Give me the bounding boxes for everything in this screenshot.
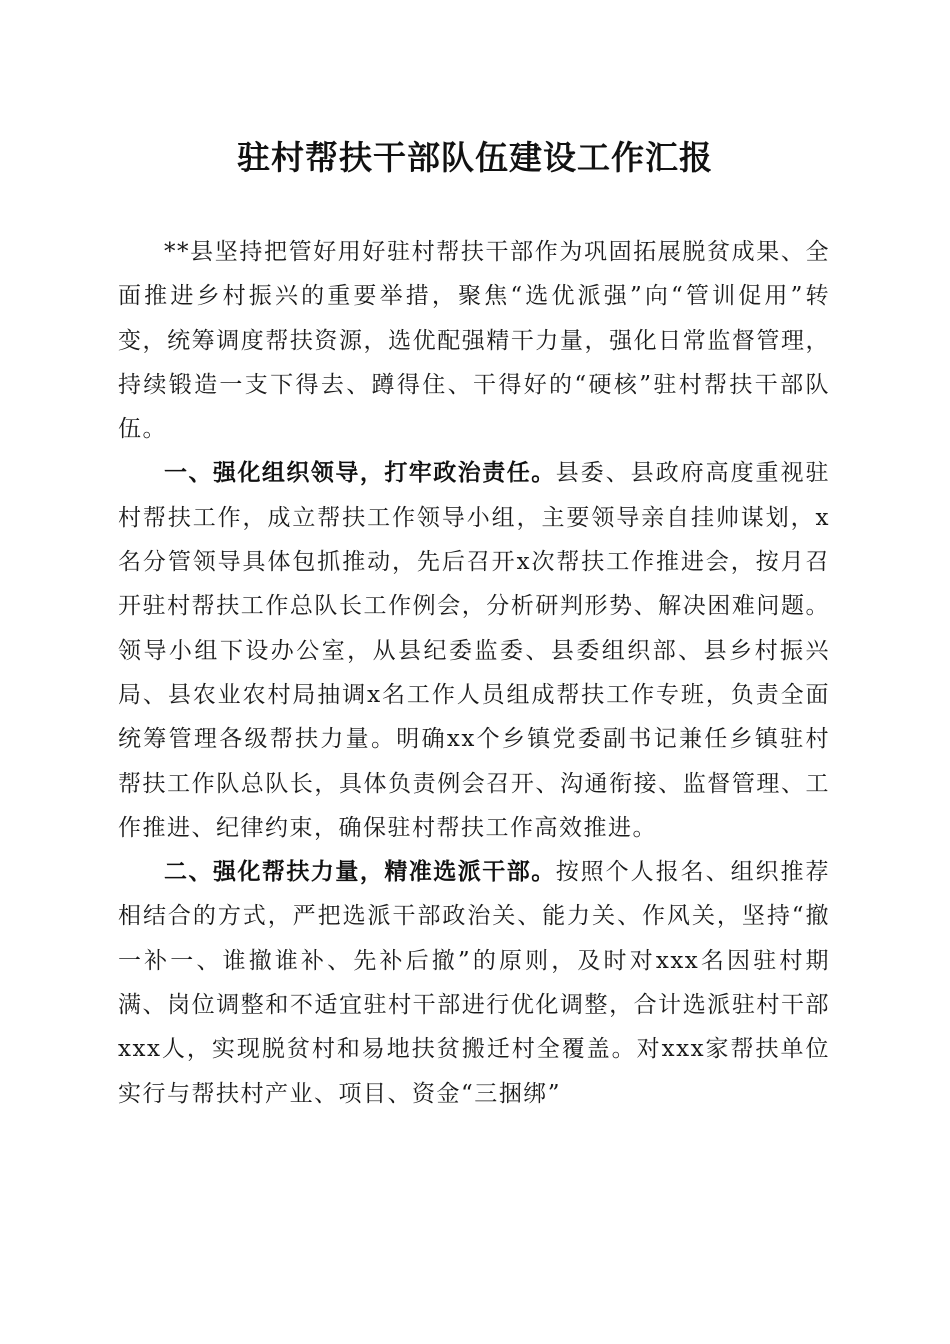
section-paragraph-2 [118, 850, 830, 1116]
section-text-1: 县委、县政府高度重视驻村帮扶工作，成立帮扶工作领导小组，主要领导亲自挂帅谋划，x名分管领导具体包抓推动，先后召开x次帮扶工作推进会，按月召开驻村帮扶工作总队长工作例会，分析研判形势、解决困难问题。领导小组下设办公室，从县纪委监委、县委组织部、县乡村振兴局、县农业农村局抽调x名工作人员组成帮扶工作专班，负责全面统筹管理各级帮扶力量。明确xx个乡镇党委副书记兼任乡镇驻村帮扶工作队总队长，具体负责例会召开、沟通衔接、监督管理、工作推进、纪律约束，确保驻村帮扶工作高效推进。 [118, 460, 831, 841]
section-text-2: 按照个人报名、组织推荐相结合的方式，严把选派干部政治关、能力关、作风关，坚持“撤一补一、谁撤谁补、先补后撤”的原则，及时对xxx名因驻村期满、岗位调整和不适宜驻村干部进行优化调整，合计选派驻村干部xxx人，实现脱贫村和易地扶贫搬迁村全覆盖。对xxx家帮扶单位实行与帮扶村产业、项目、资金“三捆绑” [118, 859, 831, 1107]
document-body [118, 230, 830, 1116]
section-paragraph-1 [118, 451, 830, 850]
document-title: 驻村帮扶干部队伍建设工作汇报 [237, 138, 713, 177]
section-heading-2: 二、强化帮扶力量，精准选派干部。 [164, 859, 556, 886]
intro-paragraph: **县坚持把管好用好驻村帮扶干部作为巩固拓展脱贫成果、全面推进乡村振兴的重要举措，聚焦“选优派强”向“管训促用”转变，统筹调度帮扶资源，选优配强精干力量，强化日常监督管理，持续锻造一支下得去、蹲得住、干得好的“硬核”驻村帮扶干部队伍。 [118, 239, 830, 443]
section-heading-1: 一、强化组织领导，打牢政治责任。 [164, 460, 556, 487]
